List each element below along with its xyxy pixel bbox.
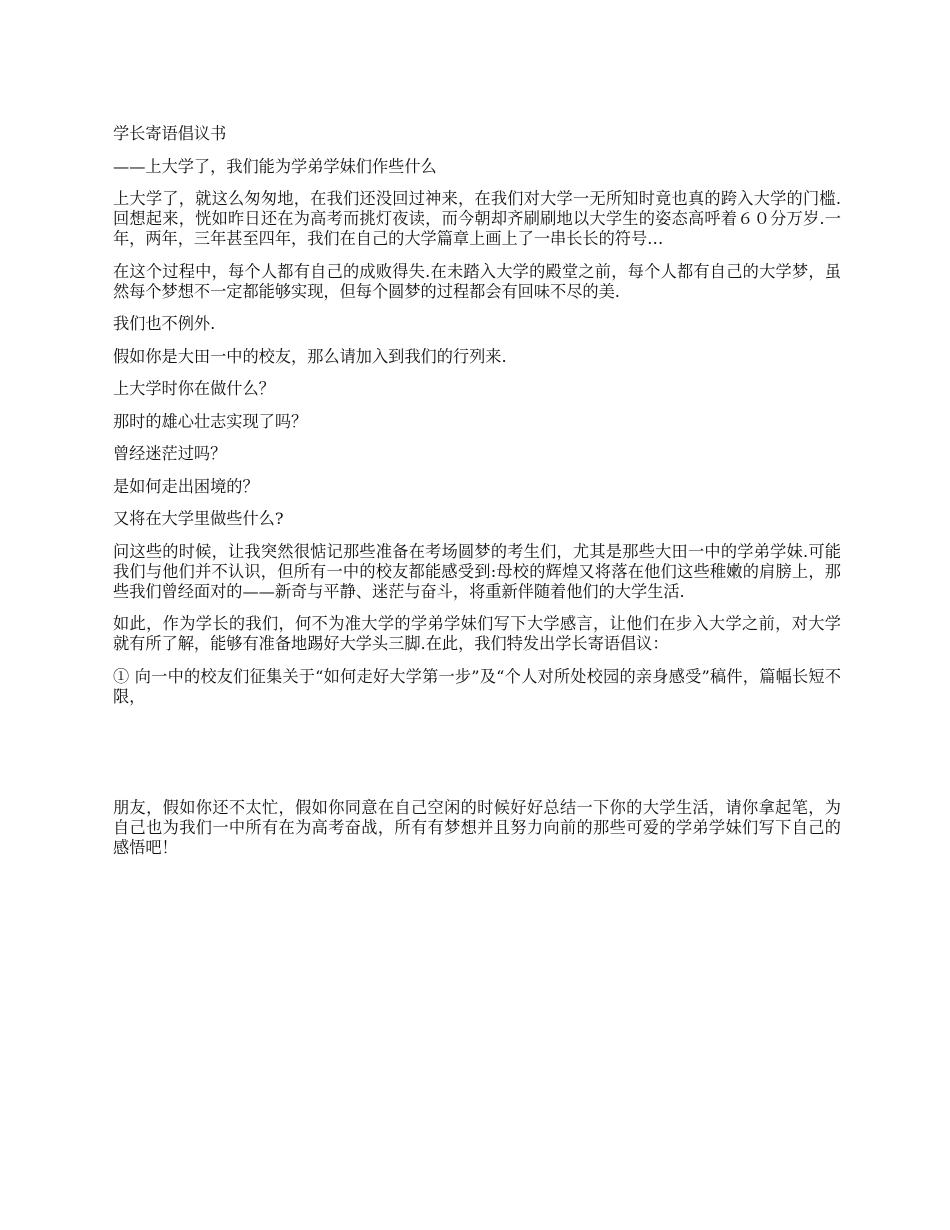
question-future: 又将在大学里做些什么? xyxy=(113,509,284,528)
paragraph-invitation: 假如你是大田一中的校友，那么请加入到我们的行列来. xyxy=(113,346,507,366)
question-what-doing: 上大学时你在做什么？ xyxy=(113,379,275,398)
question-confused: 曾经迷茫过吗？ xyxy=(113,444,227,463)
paragraph-closing: 朋友，假如你还不太忙，假如你同意在自己空闲的时候好好总结一下你的大学生活，请你拿起笔，为自己也为我们一中所有在为高考奋战，所有有梦想并且努力向前的那些可爱的学弟学妹们写下自己的感悟吧！ xyxy=(113,798,841,857)
document-title: 学长寄语倡议书 xyxy=(113,124,227,143)
question-ambition: 那时的雄心壮志实现了吗？ xyxy=(113,411,308,431)
document-page xyxy=(113,124,841,871)
paragraph-proposal: 如此，作为学长的我们，何不为准大学的学弟学妹们写下大学感言，让他们在步入大学之前，对大学就有所了解，能够有准备地踢好大学头三脚.在此，我们特发出学长寄语倡议： xyxy=(113,614,841,653)
blank-gap xyxy=(113,719,841,798)
document-subtitle: ——上大学了，我们能为学弟学妹们作些什么 xyxy=(113,156,437,176)
paragraph-process: 在这个过程中，每个人都有自己的成败得失.在未踏入大学的殿堂之前，每个人都有自己的大学梦，虽然每个梦想不一定都能够实现，但每个圆梦的过程都会有回味不尽的美. xyxy=(113,261,841,301)
paragraph-intro: 上大学了，就这么匆匆地，在我们还没回过神来，在我们对大学一无所知时竟也真的跨入大学的门槛.回想起来，恍如昨日还在为高考而挑灯夜读，而今朝却齐刷刷地以大学生的姿态高呼着６０分万岁.一年，两年，三年甚至四年，我们在自己的大学篇章上画上了一串长长的符号… xyxy=(113,189,841,248)
paragraph-juniors: 问这些的时候，让我突然很惦记那些准备在考场圆梦的考生们，尤其是那些大田一中的学弟学妹.可能我们与他们并不认识，但所有一中的校友都能感受到:母校的辉煌又将落在他们这些稚嫩的肩膀上，那些我们曾经面对的——新奇与平静、迷茫与奋斗，将重新伴随着他们的大学生活. xyxy=(113,541,841,601)
paragraph-no-exception: 我们也不例外. xyxy=(113,314,216,333)
question-overcome: 是如何走出困境的？ xyxy=(113,476,259,496)
list-item-call-for-submissions: ① 向一中的校友们征集关于“如何走好大学第一步”及“个人对所处校园的亲身感受”稿件，篇幅长短不限， xyxy=(113,666,841,706)
